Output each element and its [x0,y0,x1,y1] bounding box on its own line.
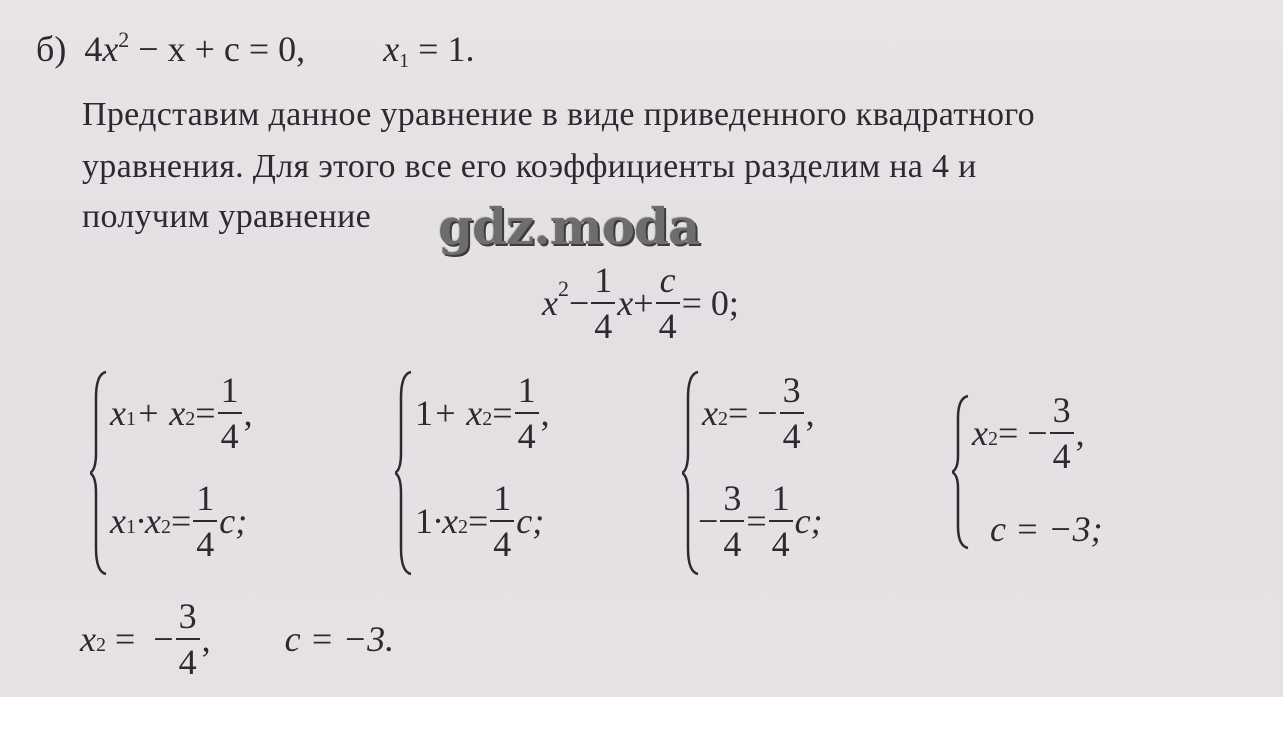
reduced-equation: x $^2$ − $\frac{1}{4}$ x + $\frac{c}{4}$ = 0; [542,260,739,346]
problem-statement [36,28,474,70]
paragraph-line-1: Представим данное уравнение в виде приведенного квадратного [82,96,1035,133]
system-1 [90,368,350,578]
paragraph-line-2: уравнения. Для этого все его коэффициенты разделим на 4 и [82,148,977,185]
problem-equation: $4x^2 - x + c = 0$, [84,27,306,69]
watermark-logo: gdz.moda [438,197,700,256]
answer-c: c = −3. [284,619,395,659]
system-2 [395,368,645,578]
final-answer: x $_2$ = − $\frac{3}{4}$ , c = −3. [80,596,395,682]
system-1-row-1: x $_1$ + x $_2$ = $\frac{1}{4}$ , [110,370,253,456]
brace-icon [90,368,110,578]
system-2-row-1: 1 + x $_2$ = $\frac{1}{4}$ , [415,370,550,456]
brace-icon [395,368,415,578]
given-root: $x_1 = 1$. [383,29,475,72]
system-3-row-2: − $\frac{3}{4}$ = $\frac{1}{4}$ c; [698,478,823,564]
system-4-row-2: c = −3; [990,509,1103,549]
system-3 [682,368,922,578]
system-4 [952,392,1172,552]
system-1-row-2: x $_1$ ·x $_2$ = $\frac{1}{4}$ c; [110,478,248,564]
system-4-row-1: x $_2$ = − $\frac{3}{4}$ , [972,390,1085,476]
system-3-row-1: x $_2$ = − $\frac{3}{4}$ , [702,370,815,456]
paragraph-line-3: получим уравнение [82,198,372,235]
system-2-row-2: 1 ·x $_2$ = $\frac{1}{4}$ c; [415,478,545,564]
problem-label: б) [36,29,67,69]
brace-icon [952,392,972,552]
